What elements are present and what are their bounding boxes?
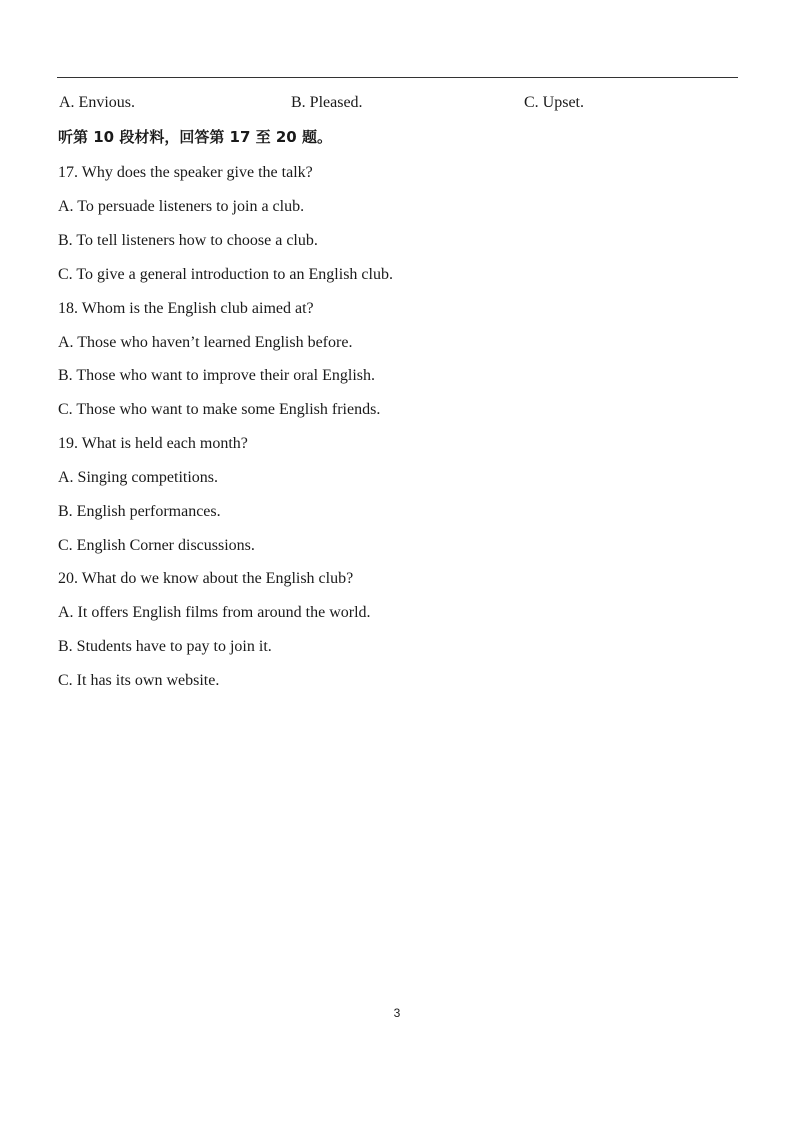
option-b: B. Pleased. [291,94,363,111]
question-stem: 18. Whom is the English club aimed at? [58,300,314,317]
option-c: C. To give a general introduction to an English club. [58,266,393,283]
option-a: A. Singing competitions. [58,469,218,486]
option-c: C. It has its own website. [58,672,220,689]
option-b: B. Students have to pay to join it. [58,638,272,655]
previous-question-options [0,93,794,113]
option-a: A. It offers English films from around the world. [58,604,371,621]
option-b: B. Those who want to improve their oral English. [58,367,375,384]
option-c: C. Those who want to make some English friends. [58,401,381,418]
option-c: C. Upset. [524,94,584,111]
option-a: A. Those who haven’t learned English before. [58,334,353,351]
option-a: A. To persuade listeners to join a club. [58,198,305,215]
option-a: A. Envious. [59,94,135,111]
section-title: 听第 10 段材料，回答第 17 至 20 题。 [58,128,332,146]
header-rule [57,77,738,78]
option-b: B. English performances. [58,503,221,520]
question-stem: 20. What do we know about the English club? [58,570,354,587]
option-b: B. To tell listeners how to choose a club. [58,232,318,249]
page-number: 3 [393,1006,401,1020]
question-stem: 17. Why does the speaker give the talk? [58,164,313,181]
question-stem: 19. What is held each month? [58,435,248,452]
option-c: C. English Corner discussions. [58,537,255,554]
